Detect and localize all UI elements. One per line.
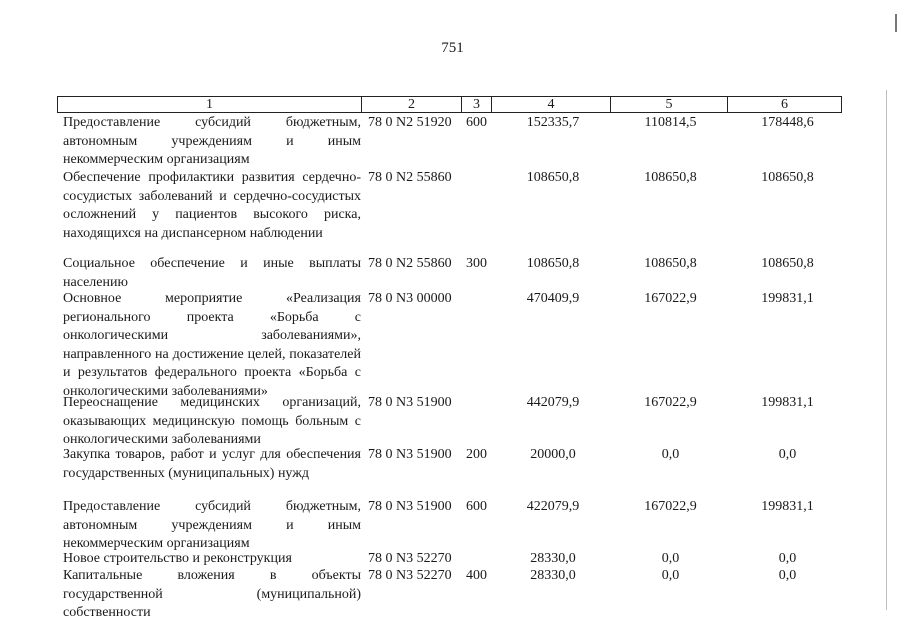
- row-name: Переоснащение медицинских организаций, оказывающих медицинскую помощь больным с онкологическими заболеваниями: [63, 395, 361, 447]
- row-value-col4: 28330,0: [530, 568, 576, 583]
- row-code: 78 0 N3 52270: [368, 568, 452, 583]
- row-value-col5: 108650,8: [644, 170, 697, 185]
- row-value-col4: 20000,0: [530, 447, 576, 462]
- row-value-col4: 28330,0: [530, 551, 576, 566]
- row-code: 78 0 N2 55860: [368, 256, 452, 271]
- row-value-col6: 0,0: [778, 447, 797, 462]
- row-code: 78 0 N2 51920: [368, 115, 452, 130]
- row-value-col4: 108650,8: [526, 170, 580, 185]
- row-expense-type: 200: [466, 447, 487, 462]
- row-value-col4: 108650,8: [526, 256, 580, 271]
- page-number: 751: [441, 40, 464, 56]
- row-name: Новое строительство и реконструкция: [63, 551, 292, 566]
- row-name: Социальное обеспечение и иные выплаты населению: [63, 256, 361, 290]
- row-value-col6: 199831,1: [761, 499, 814, 514]
- header-col-4: 4: [492, 97, 611, 112]
- row-value-col6: 199831,1: [761, 395, 814, 410]
- scan-edge-mark: [895, 14, 897, 32]
- row-code: 78 0 N2 55860: [368, 170, 452, 185]
- scan-edge-line: [886, 90, 887, 610]
- row-value-col6: 178448,6: [761, 115, 814, 130]
- row-value-col4: 442079,9: [526, 395, 580, 410]
- row-value-col6: 199831,1: [761, 291, 814, 306]
- row-value-col5: 0,0: [661, 568, 680, 583]
- header-col-3: 3: [462, 97, 492, 112]
- table-header: [57, 96, 842, 113]
- row-code: 78 0 N3 52270: [368, 551, 452, 566]
- row-name: Капитальные вложения в объекты государственной (муниципальной) собственности: [63, 568, 361, 620]
- row-code: 78 0 N3 51900: [368, 499, 452, 514]
- row-value-col5: 108650,8: [644, 256, 697, 271]
- row-name: Предоставление субсидий бюджетным, автономным учреждениям и иным некоммерческим организациям: [63, 499, 361, 551]
- row-value-col6: 0,0: [778, 568, 797, 583]
- row-value-col6: 108650,8: [761, 170, 814, 185]
- row-value-col5: 0,0: [661, 551, 680, 566]
- row-value-col5: 167022,9: [644, 291, 697, 306]
- row-value-col5: 167022,9: [644, 499, 697, 514]
- row-name: Предоставление субсидий бюджетным, автономным учреждениям и иным некоммерческим организациям: [63, 115, 361, 167]
- row-value-col5: 167022,9: [644, 395, 697, 410]
- header-col-2: 2: [362, 97, 462, 112]
- row-expense-type: 400: [466, 568, 487, 583]
- header-col-6: 6: [781, 97, 788, 112]
- row-value-col6: 0,0: [778, 551, 797, 566]
- row-value-col4: 470409,9: [526, 291, 580, 306]
- row-value-col5: 0,0: [661, 447, 680, 462]
- row-value-col4: 152335,7: [526, 115, 580, 130]
- header-col-1: 1: [58, 97, 362, 112]
- row-name: Основное мероприятие «Реализация регионального проекта «Борьба с онкологическими заболеваниями», направленного на достижение целей, показателей и результатов федерального проекта «Борьба с онкологическими заболеваниями»: [63, 291, 361, 399]
- row-value-col5: 110814,5: [644, 115, 697, 130]
- row-expense-type: 600: [466, 115, 487, 130]
- row-name: Обеспечение профилактики развития сердечно-сосудистых заболеваний и сердечно-сосудистых осложнений у пациентов высокого риска, находящихся на диспансерном наблюдении: [63, 170, 361, 241]
- header-col-5: 5: [611, 97, 728, 112]
- row-value-col6: 108650,8: [761, 256, 814, 271]
- row-name: Закупка товаров, работ и услуг для обеспечения государственных (муниципальных) нужд: [63, 447, 361, 481]
- row-code: 78 0 N3 51900: [368, 395, 452, 410]
- row-value-col4: 422079,9: [526, 499, 580, 514]
- row-expense-type: 300: [466, 256, 487, 271]
- row-expense-type: 600: [466, 499, 487, 514]
- row-code: 78 0 N3 00000: [368, 291, 452, 306]
- row-code: 78 0 N3 51900: [368, 447, 452, 462]
